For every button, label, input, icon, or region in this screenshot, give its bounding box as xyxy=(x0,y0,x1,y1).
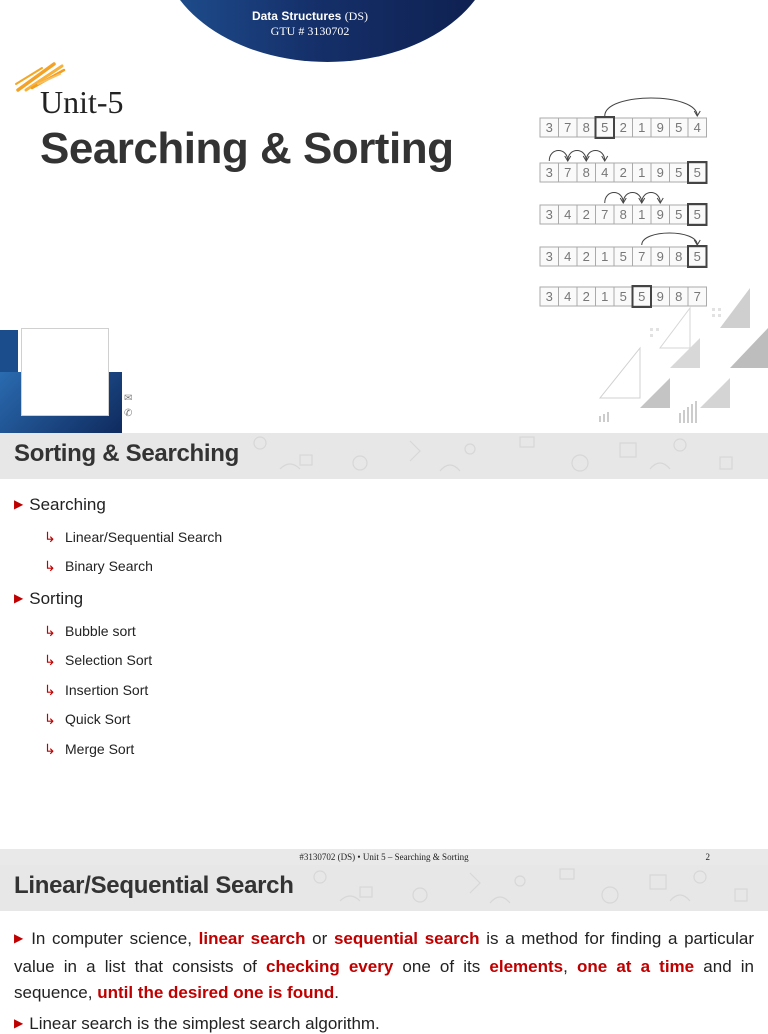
unit-label: Unit-5 xyxy=(40,84,124,120)
slide-title: Searching & Sorting xyxy=(40,124,454,173)
array-cell-value: 9 xyxy=(656,289,664,304)
array-cell-value: 3 xyxy=(545,165,553,180)
array-cell-value: 5 xyxy=(619,289,627,304)
swap-arrow xyxy=(623,193,642,204)
array-cell-value: 2 xyxy=(582,289,590,304)
list-subitem xyxy=(44,558,153,575)
array-cell-value: 8 xyxy=(582,120,590,135)
array-cell-value: 7 xyxy=(693,289,701,304)
array-cell-value: 4 xyxy=(564,289,572,304)
gtu-code: GTU # 3130702 xyxy=(270,24,350,38)
contact-icons xyxy=(124,391,132,421)
swap-arrow xyxy=(549,151,568,162)
array-cell-value: 7 xyxy=(601,207,609,222)
curved-arrow-icon: ↳ xyxy=(44,623,56,639)
text-segment: . xyxy=(334,983,339,1002)
text-segment: one of its xyxy=(393,956,490,976)
swap-arrow xyxy=(605,193,624,204)
curved-arrow-icon: ↳ xyxy=(44,558,56,574)
array-cell-value: 5 xyxy=(638,289,646,304)
text-segment: , xyxy=(563,956,577,976)
highlight-term: linear search xyxy=(198,929,306,948)
array-cell-value: 1 xyxy=(638,120,646,135)
list-subitem xyxy=(44,711,130,728)
array-cell-value: 9 xyxy=(656,120,664,135)
highlight-term: until the desired one is found xyxy=(97,983,335,1002)
bullet-arrow-icon: ▶ xyxy=(14,931,26,945)
array-cell-value: 4 xyxy=(564,207,572,222)
array-cell-value: 4 xyxy=(601,165,609,180)
swap-arrow xyxy=(586,151,605,162)
array-cell-value: 3 xyxy=(545,207,553,222)
array-cell-value: 1 xyxy=(601,289,609,304)
highlight-term: sequential search xyxy=(333,929,480,948)
highlight-term: elements xyxy=(489,956,564,976)
list-item-label: Searching xyxy=(29,495,106,514)
phone-icon[interactable]: ✆ xyxy=(124,408,133,419)
swap-arrow xyxy=(568,151,587,162)
text-segment: In computer science, xyxy=(31,929,199,948)
bullet-arrow-icon: ▶ xyxy=(14,591,24,605)
linear-search-definition xyxy=(14,926,754,1007)
array-cell-value: 7 xyxy=(564,120,572,135)
array-cell-value: 2 xyxy=(582,207,590,222)
list-subitem xyxy=(44,529,222,546)
list-item-sorting xyxy=(14,589,83,609)
array-cell-value: 1 xyxy=(638,165,646,180)
text-segment: and in sequence, xyxy=(14,956,755,1002)
faculty-photo xyxy=(21,328,109,416)
slide-footer xyxy=(0,849,768,865)
array-cell-value: 4 xyxy=(564,249,572,264)
slide2-title: Sorting & Searching xyxy=(14,440,239,467)
bullet-arrow-icon: ▶ xyxy=(14,497,24,511)
array-cell-value: 5 xyxy=(601,120,609,135)
list-subitem-label: Bubble sort xyxy=(65,623,136,639)
list-subitem-label: Merge Sort xyxy=(65,741,135,757)
slide2-body xyxy=(0,479,768,849)
array-cell-value: 7 xyxy=(638,249,646,264)
array-cell-value: 3 xyxy=(545,120,553,135)
curved-arrow-icon: ↳ xyxy=(44,529,56,545)
array-cell-value: 2 xyxy=(619,120,627,135)
slide3-title: Linear/Sequential Search xyxy=(14,872,294,899)
left-accent-bar xyxy=(0,330,18,376)
list-item-searching xyxy=(14,495,106,515)
bullet-arrow-icon: ▶ xyxy=(14,1016,24,1030)
text-segment: or xyxy=(305,929,334,948)
array-cell-value: 5 xyxy=(619,249,627,264)
array-cell-value: 8 xyxy=(675,249,683,264)
text-segment: is a method for finding a particular value in a list that consists of xyxy=(14,929,754,976)
linear-search-note xyxy=(14,1014,380,1034)
list-subitem-label: Insertion Sort xyxy=(65,682,149,698)
array-cell-value: 5 xyxy=(675,207,683,222)
array-cell-value: 2 xyxy=(619,165,627,180)
array-cell-value: 8 xyxy=(582,165,590,180)
curved-arrow-icon: ↳ xyxy=(44,682,56,698)
swap-arrow xyxy=(642,193,661,204)
list-subitem xyxy=(44,652,152,669)
page-number: 2 xyxy=(705,852,710,862)
curved-arrow-icon: ↳ xyxy=(44,711,56,727)
swap-arrow xyxy=(605,98,698,116)
array-cell-value: 9 xyxy=(656,207,664,222)
list-subitem-label: Selection Sort xyxy=(65,652,153,668)
list-item-label: Sorting xyxy=(29,589,84,608)
sorting-array-diagram xyxy=(534,96,714,316)
array-cell-value: 3 xyxy=(545,289,553,304)
curved-arrow-icon: ↳ xyxy=(44,741,56,757)
note-text: Linear search is the simplest search algorithm. xyxy=(29,1014,380,1033)
list-subitem xyxy=(44,682,148,699)
array-cell-value: 2 xyxy=(582,249,590,264)
course-name: Data Structures xyxy=(251,9,342,23)
array-cell-value: 9 xyxy=(656,165,664,180)
highlight-term: checking every xyxy=(266,956,394,976)
array-cell-value: 4 xyxy=(693,120,701,135)
swap-arrow xyxy=(642,233,698,245)
list-subitem xyxy=(44,741,134,758)
array-cell-value: 7 xyxy=(564,165,572,180)
array-cell-value: 3 xyxy=(545,249,553,264)
curved-arrow-icon: ↳ xyxy=(44,652,56,668)
course-info xyxy=(160,9,460,39)
array-cell-value: 8 xyxy=(675,289,683,304)
array-cell-value: 5 xyxy=(693,249,701,264)
title-slide xyxy=(0,0,768,433)
mail-icon[interactable]: ✉ xyxy=(124,393,133,404)
array-cell-value: 8 xyxy=(619,207,627,222)
array-cell-value: 9 xyxy=(656,249,664,264)
footer-text: #3130702 (DS) • Unit 5 – Searching & Sorting xyxy=(299,852,469,862)
array-cell-value: 5 xyxy=(675,120,683,135)
list-subitem-label: Quick Sort xyxy=(65,711,131,727)
decorative-triangles xyxy=(580,288,768,428)
array-cell-value: 5 xyxy=(675,165,683,180)
list-subitem-label: Binary Search xyxy=(65,558,153,574)
array-cell-value: 5 xyxy=(693,207,701,222)
slide3-header-bar xyxy=(0,865,768,911)
course-code-short: (DS) xyxy=(344,9,369,23)
list-subitem-label: Linear/Sequential Search xyxy=(65,529,223,545)
slide2-header-bar xyxy=(0,433,768,479)
array-cell-value: 5 xyxy=(693,165,701,180)
highlight-term: one at a time xyxy=(576,956,695,976)
list-subitem xyxy=(44,623,136,640)
array-cell-value: 1 xyxy=(601,249,609,264)
array-cell-value: 1 xyxy=(638,207,646,222)
